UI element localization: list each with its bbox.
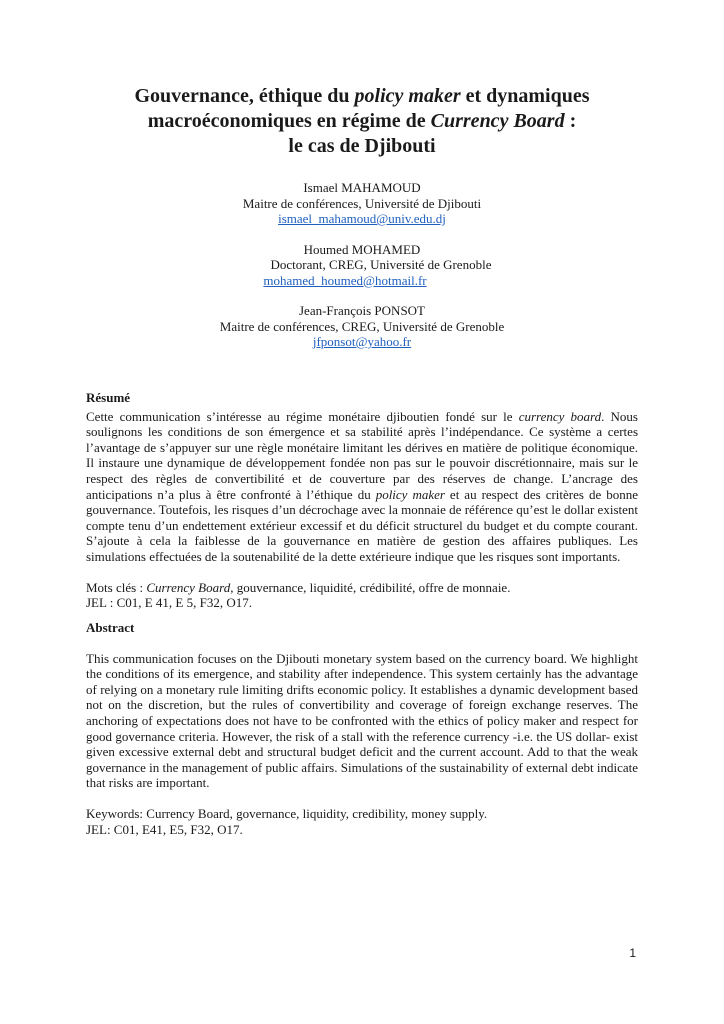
- author-name: Ismael MAHAMOUD: [303, 180, 421, 195]
- resume-jel: JEL : C01, E 41, E 5, F32, O17.: [86, 595, 252, 611]
- keywords-emphasis: Currency Board,: [146, 579, 234, 595]
- author-email-link[interactable]: mohamed_houmed@hotmail.fr: [263, 272, 427, 288]
- resume-emphasis: currency board: [518, 408, 602, 424]
- page-number: 1: [629, 946, 636, 960]
- author-affiliation: Doctorant, CREG, Université de Grenoble: [270, 257, 492, 272]
- title-emphasis: policy maker: [354, 85, 461, 107]
- author-block: [100, 303, 624, 350]
- title-text: et dynamiques: [460, 85, 590, 107]
- title-text: Gouvernance, éthique du: [134, 85, 355, 107]
- author-email-link[interactable]: jfponsot@yahoo.fr: [312, 334, 412, 349]
- resume-keywords: [86, 580, 638, 596]
- paper-title: [80, 84, 644, 159]
- resume-text: Cette communication s’intéresse au régime monétaire djiboutien fondé sur le: [86, 408, 519, 424]
- author-list: [100, 180, 624, 365]
- author-name: Houmed MOHAMED: [303, 241, 421, 257]
- title-line-3: le cas de Djibouti: [288, 135, 436, 157]
- author-affiliation: Maitre de conférences, Université de Djibouti: [242, 195, 482, 211]
- resume-paragraph: [86, 409, 638, 565]
- abstract-keywords: Keywords: Currency Board, governance, liquidity, credibility, money supply.: [86, 805, 488, 821]
- author-block: [100, 242, 624, 289]
- author-affiliation: Maitre de conférences, CREG, Université de Grenoble: [219, 318, 505, 334]
- author-block: [100, 180, 624, 227]
- resume-heading: Résumé: [86, 390, 131, 405]
- title-line-2: [80, 109, 644, 134]
- title-emphasis: Currency Board: [430, 110, 565, 132]
- title-text: :: [564, 110, 577, 132]
- abstract-jel: JEL: C01, E41, E5, F32, O17.: [86, 821, 243, 837]
- resume-text: et au respect des critères de bonne gouvernance. Toutefois, les risques d’un décrochage avec la monnaie de référence qu’est le dollar existent compte tenu d’un endettement extérieur excessif et du déficit structurel du budget et du compte courant. S’ajoute à cela la faiblesse de la gouvernance en matière de gestion des affaires publiques. Les simulations effectuées de la soutenabilité de la dette extérieure indique que les risques sont importants.: [86, 486, 638, 564]
- keywords-text: gouvernance, liquidité, crédibilité, offre de monnaie.: [233, 579, 511, 595]
- author-name: Jean-François PONSOT: [298, 303, 425, 318]
- abstract-paragraph: This communication focuses on the Djibouti monetary system based on the currency board. We highlight the conditions of its emergence, and stability after independence. This system certainly has the advantage of relying on a monetary rule limiting drifts economic policy. It establishes a dynamic development based not on the discretion, but the rules of convertibility and coverage of foreign exchange reserves. The anchoring of expectations does not have to be confronted with the ethics of policy maker and respect for good governance criteria. However, the risk of a stall with the reference currency -i.e. the US dollar- exist given excessive external debt and structural budget deficit and the current account. Add to that the weak governance in the management of public affairs. Simulations of the sustainability of external debt indicate that risks are important.: [86, 650, 638, 791]
- title-line-1: [80, 84, 644, 109]
- abstract-heading: Abstract: [86, 620, 135, 635]
- resume-emphasis: policy maker: [375, 486, 445, 502]
- abstract-section: [86, 620, 638, 837]
- title-text: macroéconomiques en régime de: [147, 110, 431, 132]
- resume-text: . Nous soulignons les conditions de son émergence et sa stabilité après l’indépendance. Ce système a certes l’avantage de s’appuyer sur une règle monétaire limitant les dérives en matière de politique économique. Il instaure une dynamique de développement fondée non pas sur le pouvoir discrétionnaire, mais sur le respect des règles de convertibilité et de couverture par des réserves de change. L’ancrage des anticipations n’a plus à être confronté à l’éthique du: [86, 408, 638, 502]
- author-email-link[interactable]: ismael_mahamoud@univ.edu.dj: [278, 211, 446, 226]
- resume-section: [86, 390, 638, 611]
- keywords-label: Mots clés :: [86, 579, 147, 595]
